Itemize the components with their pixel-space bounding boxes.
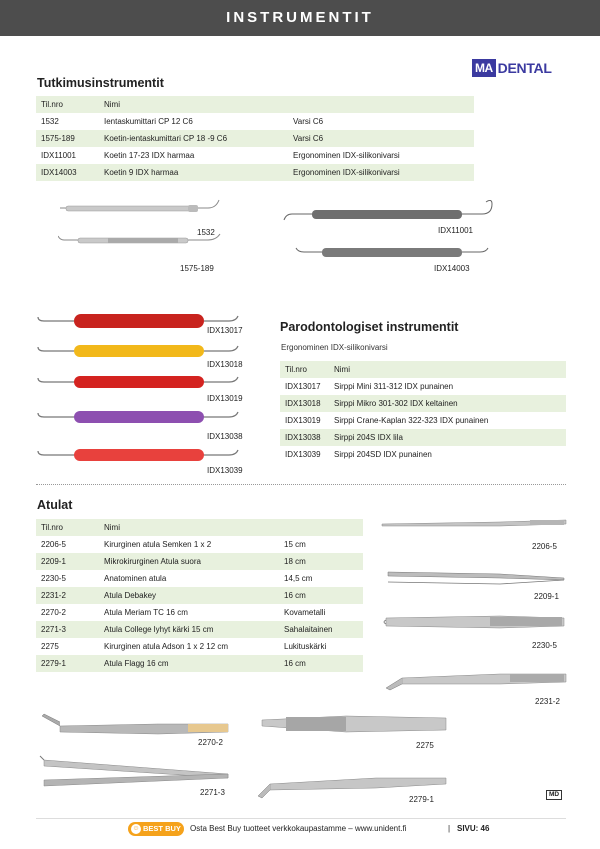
forceps-2231-2	[386, 674, 566, 690]
cell-name: Sirppi 204SD IDX punainen	[334, 450, 432, 459]
cell-code: IDX13017	[285, 382, 321, 391]
table-row	[36, 587, 363, 604]
cell-code: IDX13038	[285, 433, 321, 442]
cell-code: IDX13018	[285, 399, 321, 408]
cell-code: IDX11001	[41, 151, 76, 160]
cell-name: Mikrokirurginen Atula suora	[104, 557, 201, 566]
caption-idx13039: IDX13039	[207, 466, 243, 475]
cell-detail: Kovametalli	[284, 608, 326, 617]
cell-code: 1575-189	[41, 134, 75, 143]
cell-detail: 14,5 cm	[284, 574, 313, 583]
footer-separator: |	[448, 824, 451, 833]
caption-idx13038: IDX13038	[207, 432, 243, 441]
table-row	[36, 536, 363, 553]
col-header-nimi: Nimi	[104, 100, 120, 109]
footer-text: Osta Best Buy tuotteet verkkokaupastamme – www.unident.fi	[190, 824, 407, 833]
table-row	[280, 446, 566, 463]
section-title-parodontologiset: Parodontologiset instrumentit	[280, 320, 459, 334]
page-header	[0, 0, 600, 36]
cell-detail: Varsi C6	[293, 134, 324, 143]
caption-2209-1: 2209-1	[534, 592, 559, 601]
cell-code: IDX14003	[41, 168, 77, 177]
col-header-tilnro: Til.nro	[285, 365, 307, 374]
caption-1532: 1532	[197, 228, 215, 237]
best-buy-icon: ☺	[132, 825, 140, 832]
best-buy-badge	[128, 822, 184, 836]
table-row	[280, 395, 566, 412]
cell-name: Sirppi 204S IDX lila	[334, 433, 403, 442]
col-header-tilnro: Til.nro	[41, 100, 63, 109]
instrument-image-1532-1575	[58, 198, 228, 248]
table-row	[36, 621, 363, 638]
caption-2231-2: 2231-2	[535, 697, 560, 706]
section-title-tutkimus: Tutkimusinstrumentit	[37, 76, 164, 90]
cell-code: 2279-1	[41, 659, 66, 668]
col-header-nimi: Nimi	[104, 523, 120, 532]
caption-idx14003: IDX14003	[434, 264, 470, 273]
forceps-2270-2	[42, 714, 228, 734]
cell-name: Anatominen atula	[104, 574, 167, 583]
table-row	[36, 553, 363, 570]
page-number: SIVU: 46	[457, 824, 490, 833]
cell-code: IDX13039	[285, 450, 321, 459]
caption-1575-189: 1575-189	[180, 264, 214, 273]
cell-code: 2270-2	[41, 608, 66, 617]
table-row	[280, 378, 566, 395]
section-subtitle-parodontologiset: Ergonominen IDX-silikonivarsi	[281, 343, 388, 352]
cell-code: 1532	[41, 117, 59, 126]
forceps-2275	[262, 716, 446, 732]
forceps-2206-5	[382, 520, 566, 526]
caption-idx11001: IDX11001	[438, 226, 473, 235]
col-header-tilnro: Til.nro	[41, 523, 63, 532]
table-header	[36, 96, 474, 113]
forceps-images-bottom-center	[256, 708, 456, 800]
md-mark: MD	[546, 790, 562, 800]
cell-code: 2209-1	[41, 557, 66, 566]
cell-detail: Lukituskärki	[284, 642, 327, 651]
logo-dental: DENTAL	[497, 60, 552, 76]
table-header	[36, 519, 363, 536]
table-atulat	[36, 519, 363, 672]
table-header	[280, 361, 566, 378]
table-row	[36, 655, 363, 672]
table-row	[36, 570, 363, 587]
table-row	[36, 638, 363, 655]
cell-detail: Ergonominen IDX-silikonivarsi	[293, 151, 400, 160]
cell-code: 2275	[41, 642, 59, 651]
table-row	[36, 604, 363, 621]
cell-detail: 16 cm	[284, 591, 306, 600]
caption-2275: 2275	[416, 741, 434, 750]
section-title-atulat: Atulat	[37, 498, 73, 512]
cell-name: Atula Meriam TC 16 cm	[104, 608, 188, 617]
cell-name: Sirppi Mini 311-312 IDX punainen	[334, 382, 454, 391]
table-row	[36, 130, 474, 147]
caption-2206-5: 2206-5	[532, 542, 557, 551]
cell-code: 2206-5	[41, 540, 66, 549]
caption-2230-5: 2230-5	[532, 641, 557, 650]
cell-name: Ientaskumittari CP 12 C6	[104, 117, 193, 126]
forceps-2271-3	[40, 756, 228, 786]
table-row	[280, 412, 566, 429]
cell-code: IDX13019	[285, 416, 321, 425]
cell-detail: 18 cm	[284, 557, 306, 566]
forceps-2209-1	[388, 572, 564, 584]
cell-detail: 15 cm	[284, 540, 306, 549]
instrument-idx13039	[38, 449, 238, 461]
cell-code: 2230-5	[41, 574, 66, 583]
table-tutkimus	[36, 96, 474, 181]
table-row	[280, 429, 566, 446]
col-header-nimi: Nimi	[334, 365, 350, 374]
cell-name: Sirppi Crane-Kaplan 322-323 IDX punainen	[334, 416, 489, 425]
cell-detail: 16 cm	[284, 659, 306, 668]
table-parodontologiset	[280, 361, 566, 463]
cell-name: Kirurginen atula Semken 1 x 2	[104, 540, 212, 549]
cell-name: Koetin 9 IDX harmaa	[104, 168, 179, 177]
instrument-idx13019	[38, 376, 238, 388]
logo-ma: MA	[472, 59, 496, 77]
cell-name: Koetin 17-23 IDX harmaa	[104, 151, 195, 160]
caption-2270-2: 2270-2	[198, 738, 223, 747]
caption-idx13019: IDX13019	[207, 394, 243, 403]
cell-detail: Varsi C6	[293, 117, 324, 126]
cell-detail: Ergonominen IDX-silikonivarsi	[293, 168, 400, 177]
forceps-2230-5	[384, 616, 564, 628]
page-title: INSTRUMENTIT	[226, 9, 374, 26]
instrument-idx13018	[38, 345, 238, 357]
caption-2279-1: 2279-1	[409, 795, 434, 804]
caption-idx13018: IDX13018	[207, 360, 243, 369]
caption-2271-3: 2271-3	[200, 788, 225, 797]
cell-name: Atula Flagg 16 cm	[104, 659, 169, 668]
cell-name: Atula College lyhyt kärki 15 cm	[104, 625, 214, 634]
cell-name: Kirurginen atula Adson 1 x 2 12 cm	[104, 642, 229, 651]
table-row	[36, 164, 474, 181]
table-row	[36, 113, 474, 130]
cell-code: 2271-3	[41, 625, 66, 634]
footer-divider	[36, 818, 566, 819]
instrument-idx13038	[38, 411, 238, 423]
cell-name: Sirppi Mikro 301-302 IDX keltainen	[334, 399, 458, 408]
best-buy-label: BEST BUY	[143, 824, 181, 833]
cell-name: Koetin-ientaskumittari CP 18 -9 C6	[104, 134, 228, 143]
cell-code: 2231-2	[41, 591, 66, 600]
cell-name: Atula Debakey	[104, 591, 157, 600]
cell-detail: Sahalaitainen	[284, 625, 333, 634]
caption-idx13017: IDX13017	[207, 326, 243, 335]
table-row	[36, 147, 474, 164]
ma-dental-logo	[472, 59, 552, 77]
section-divider	[36, 484, 566, 485]
forceps-images-bottom-left	[38, 708, 238, 798]
